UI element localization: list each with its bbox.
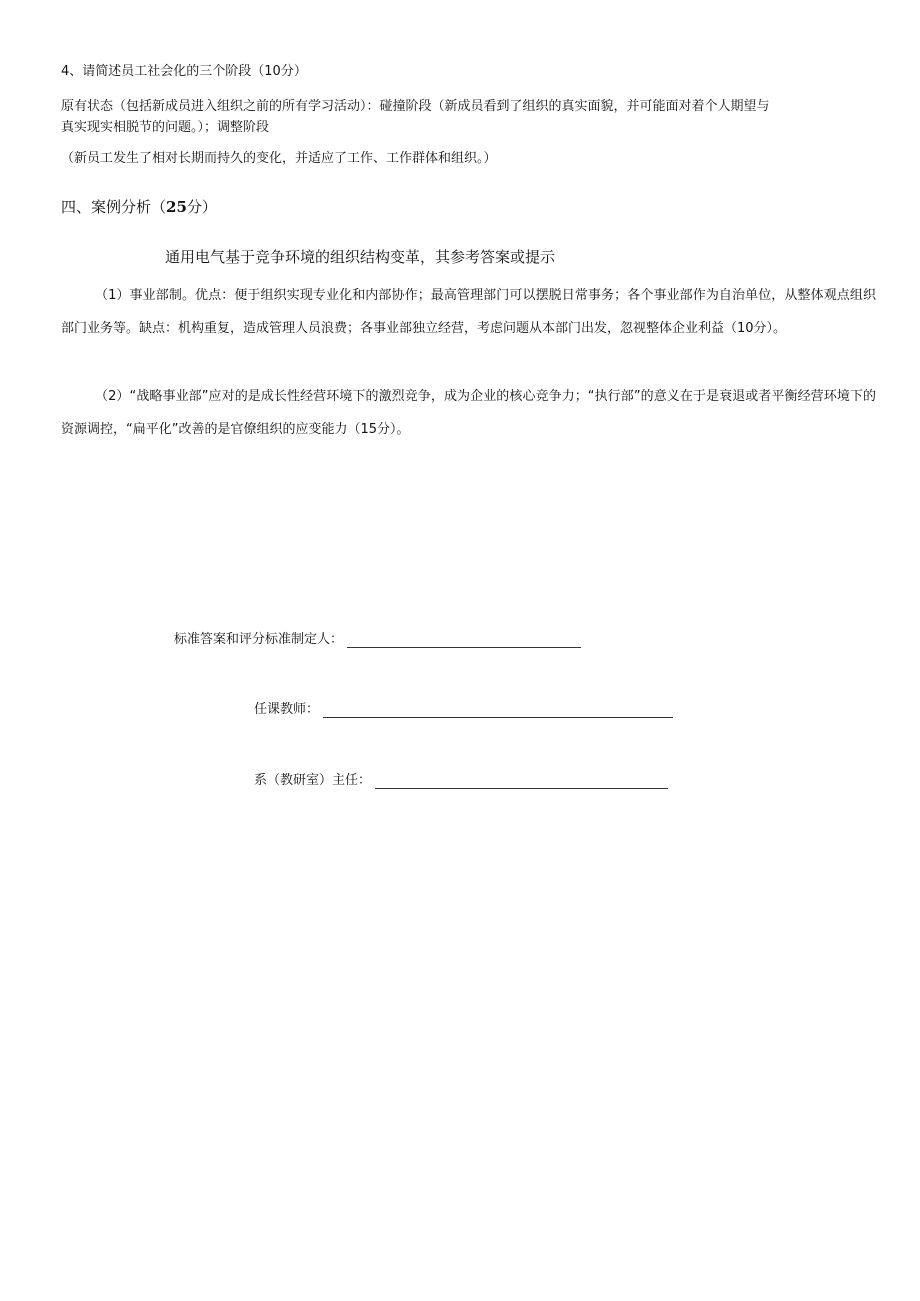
section-4-title bbox=[61, 198, 217, 217]
signature-teacher bbox=[254, 702, 673, 718]
signature-teacher-label: 任课教师： bbox=[254, 702, 320, 717]
question-4-answer-line-2: 真实现实相脱节的问题。）；调整阶段 bbox=[61, 120, 270, 135]
section-4-title-prefix: 四、案例分析（ bbox=[61, 198, 167, 216]
signature-standard-maker bbox=[174, 632, 581, 648]
signature-standard-maker-label: 标准答案和评分标准制定人： bbox=[174, 632, 344, 647]
case-answer-paragraph-1: （1）事业部制。优点：便于组织实现专业化和内部协作；最高管理部门可以摆脱日常事务；各个事业部作为自治单位，从整体观点组织部门业务等。缺点：机构重复，造成管理人员浪费；各事业部独立经营，考虑问题从本部门出发，忽视整体企业利益（10分）。 bbox=[61, 288, 876, 336]
case-answer-paragraph-2: （2）“战略事业部”应对的是成长性经营环境下的激烈竞争，成为企业的核心竞争力；“执行部”的意义在于是衰退或者平衡经营环境下的资源调控，“扁平化”改善的是官僚组织的应变能力（15分）。 bbox=[61, 389, 876, 437]
section-4-score: 25 bbox=[166, 198, 187, 216]
signature-standard-maker-blank[interactable] bbox=[347, 634, 581, 648]
signature-dept-head bbox=[254, 773, 668, 789]
question-4-answer-line-3: （新员工发生了相对长期而持久的变化，并适应了工作、工作群体和组织。） bbox=[61, 151, 497, 166]
case-title: 通用电气基于竞争环境的组织结构变革，其参考答案或提示 bbox=[165, 248, 556, 266]
question-4-answer-line-1: 原有状态（包括新成员进入组织之前的所有学习活动）：碰撞阶段（新成员看到了组织的真实面貌，并可能面对着个人期望与 bbox=[61, 99, 770, 114]
signature-dept-head-blank[interactable] bbox=[375, 775, 668, 789]
signature-teacher-blank[interactable] bbox=[323, 704, 673, 718]
section-4-title-suffix: 分） bbox=[186, 198, 217, 216]
question-4-title: 4、请简述员工社会化的三个阶段（10分） bbox=[61, 64, 307, 79]
signature-dept-head-label: 系（教研室）主任： bbox=[254, 773, 372, 788]
